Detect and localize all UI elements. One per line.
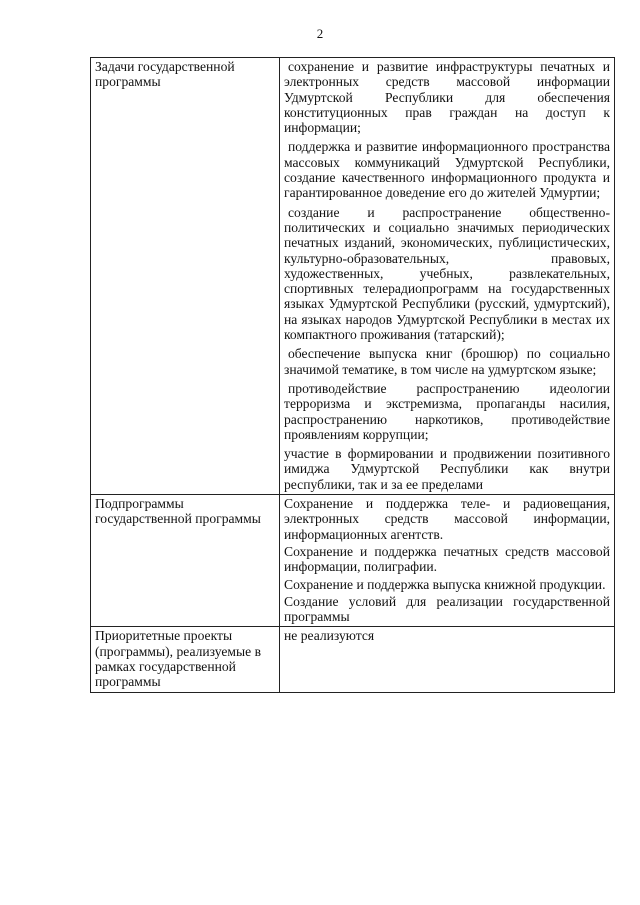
subprogram-paragraph: Сохранение и поддержка выпуска книжной продукции. — [284, 576, 606, 592]
table-row-tasks — [91, 58, 615, 495]
row-label-priority-projects: Приоритетные проекты (программы), реализуемые в рамках государственной программы — [91, 627, 280, 692]
task-paragraph: поддержка и развитие информационного пространства массовых коммуникаций Удмуртской Республики, создание качественного информационного продукта и гарантированное доведение его до жителей Удмуртии; — [284, 139, 610, 201]
page-number: 2 — [316, 26, 324, 41]
subprogram-paragraph: Сохранение и поддержка теле- и радиовещания, электронных средств массовой информации, информационных агентств. — [284, 496, 610, 542]
subprogram-paragraph: Сохранение и поддержка печатных средств массовой информации, полиграфии. — [284, 543, 610, 575]
priority-projects-paragraph: не реализуются — [284, 628, 375, 644]
task-paragraph: обеспечение выпуска книг (брошюр) по социально значимой тематике, в том числе на удмуртском языке; — [284, 346, 610, 377]
program-passport-table — [90, 57, 615, 693]
row-content-priority-projects — [280, 627, 615, 692]
row-content-tasks — [280, 58, 615, 495]
table-row-subprograms — [91, 495, 615, 627]
task-paragraph: участие в формировании и продвижении позитивного имиджа Удмуртской Республики как внутри республики, так и за ее пределами — [284, 446, 610, 492]
subprogram-paragraph: Создание условий для реализации государственной программы — [284, 593, 610, 625]
task-paragraph: сохранение и развитие инфраструктуры печатных и электронных средств массовой информации Удмуртской Республики для обеспечения конституционных прав граждан на доступ к информации; — [284, 59, 610, 136]
row-label-subprograms: Подпрограммы государственной программы — [91, 495, 280, 627]
row-label-tasks: Задачи государственной программы — [91, 58, 280, 495]
row-content-subprograms — [280, 495, 615, 627]
task-paragraph: противодействие распространению идеологии терроризма и экстремизма, пропаганды насилия, распространению наркотиков, противодействие проявлениям коррупции; — [284, 380, 610, 442]
table-row-priority-projects — [91, 627, 615, 692]
task-paragraph: создание и распространение общественно-политических и социально значимых периодических печатных изданий, экономических, публицистических, культурно-образовательных, правовых, художественных, учебных, развлекательных, спортивных телерадиопрограмм на государственных языках Удмуртской Республики (русский, удмуртский), на языках народов Удмуртской Республики в местах их компактного проживания (татарский); — [284, 204, 610, 343]
